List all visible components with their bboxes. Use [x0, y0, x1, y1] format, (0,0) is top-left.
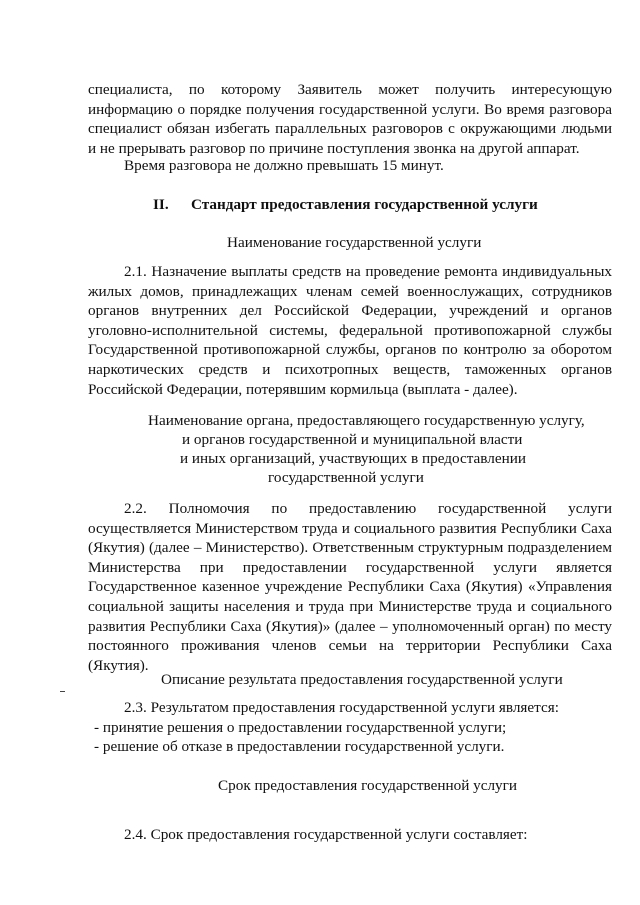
section-number: II. [153, 196, 169, 213]
paragraph-2-4: 2.4. Срок предоставления государственной услуги составляет: [124, 826, 528, 843]
paragraph-intro: специалиста, по которому Заявитель может получить интересующую информацию о порядке получения государственной услуги. Во время разговора специалист обязан избегать параллельных разговоров с окружающими людьми и не прерывать разговор по причине поступления звонка на другой аппарат. [88, 81, 612, 157]
heading-result: Описание результата предоставления государственной услуги [161, 671, 563, 688]
heading-term: Срок предоставления государственной услуги [218, 777, 517, 794]
list-item-refusal: - решение об отказе в предоставлении государственной услуги. [94, 738, 505, 755]
heading-organ-line-1: Наименование органа, предоставляющего государственную услугу, [148, 412, 585, 429]
section-title: Стандарт предоставления государственной услуги [191, 196, 538, 213]
paragraph-time-limit: Время разговора не должно превышать 15 минут. [124, 157, 444, 174]
margin-mark [60, 691, 65, 692]
heading-organ-line-2: и органов государственной и муниципальной власти [182, 431, 523, 448]
paragraph-2-3: 2.3. Результатом предоставления государственной услуги является: [124, 699, 559, 716]
heading-service-name: Наименование государственной услуги [227, 234, 482, 251]
paragraph-2-1: 2.1. Назначение выплаты средств на проведение ремонта индивидуальных жилых домов, принадлежащих членам семей военнослужащих, сотрудников органов внутренних дел Российской Федерации, учреждений и органов уголовно-исполнительной системы, федеральной противопожарной службы Государственной противопожарной службы, органов по контролю за оборотом наркотических средств и психотропных веществ, таможенных органов Российской Федерации, потерявшим кормильца (выплата - далее). [88, 263, 612, 398]
list-item-grant: - принятие решения о предоставлении государственной услуги; [94, 719, 507, 736]
paragraph-2-2: 2.2. Полномочия по предоставлению государственной услуги осуществляется Министерством труда и социального развития Республики Саха (Якутия) (далее – Министерство). Ответственным структурным подразделением Министерства при предоставлении государственной услуги является Государственное казенное учреждение Республики Саха (Якутия) «Управления социальной защиты населения и труда при Министерстве труда и социального развития Республики Саха (Якутия)» (далее – уполномоченный орган) по месту постоянного проживания членов семьи на территории Республики Саха (Якутия). [88, 500, 612, 674]
heading-organ-line-4: государственной услуги [268, 469, 424, 486]
heading-organ-line-3: и иных организаций, участвующих в предоставлении [180, 450, 526, 467]
